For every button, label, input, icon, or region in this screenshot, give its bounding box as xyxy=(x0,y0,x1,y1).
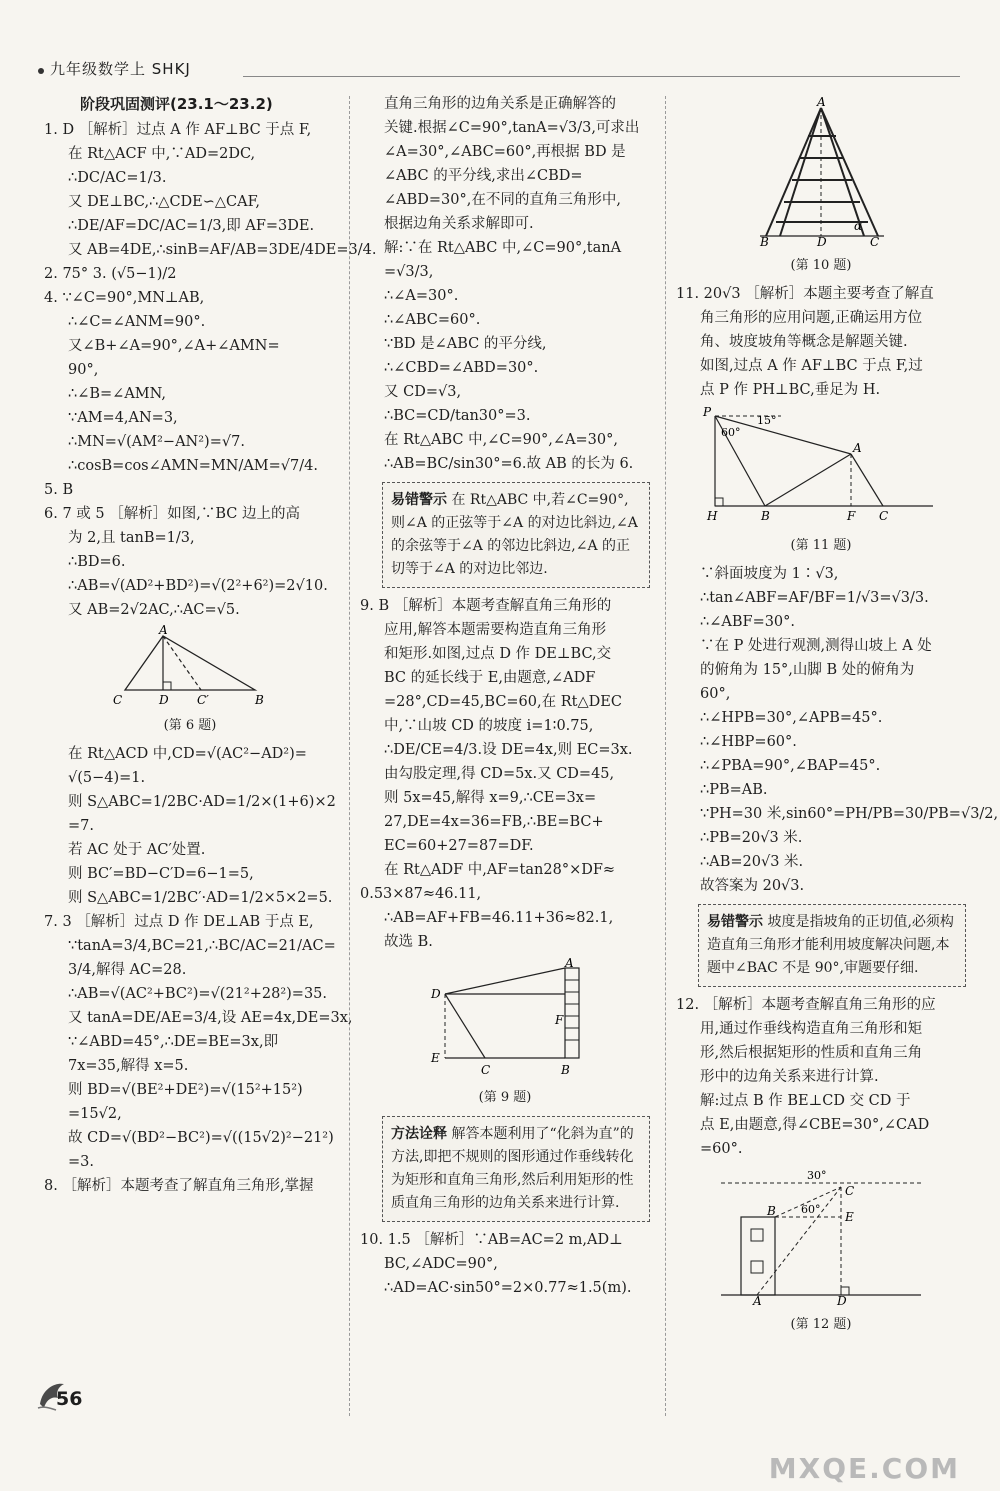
fig11-label: F xyxy=(847,509,856,523)
ladder-figure xyxy=(746,95,896,249)
fig10-label: D xyxy=(817,235,827,249)
text-line: 如图,过点 A 作 AF⊥BC 于点 F,过 xyxy=(700,358,923,374)
text-line: 角三角形的应用问题,正确运用方位 xyxy=(700,310,923,326)
text-line: 点 P 作 PH⊥BC,垂足为 H. xyxy=(700,382,881,398)
figure-caption: (第 12 题) xyxy=(790,1317,852,1332)
fig6-label: D xyxy=(159,693,169,707)
text-line: ∴∠C=∠ANM=90°. xyxy=(68,314,206,330)
fig12-label: D xyxy=(837,1294,847,1308)
text-line: ∴DE/AF=DC/AC=1/3,即 AF=3DE. xyxy=(68,218,315,234)
answer-list xyxy=(676,562,999,898)
fig6-label: B xyxy=(255,693,264,707)
text-line: ∴PB=20√3 米. xyxy=(700,830,803,846)
text-line: ∴BD=6. xyxy=(68,554,126,570)
header-title: 九年级数学上 SHKJ xyxy=(50,60,191,78)
text-line: √(5−4)=1. xyxy=(68,770,146,786)
text-line: 又 AB=4DE,∴sinB=AF/AB=3DE/4DE=3/4. xyxy=(68,242,377,258)
text-line: 应用,解答本题需要构造直角三角形 xyxy=(384,622,607,638)
column-divider xyxy=(349,96,350,1416)
answer-list xyxy=(44,118,377,622)
answer-list xyxy=(676,282,966,402)
text-line: 故选 B. xyxy=(384,934,433,950)
text-line: ∴AB=20√3 米. xyxy=(700,854,804,870)
text-line: 解:∵在 Rt△ABC 中,∠C=90°,tanA xyxy=(384,240,622,256)
tip-text: 坡度是指坡角的正切值,必须构造直角三角形才能利用坡度解决问题,本题中∠BAC 不是 90°,审题要仔细. xyxy=(707,914,954,976)
text-line: 在 Rt△ADF 中,AF=tan28°×DF≈ xyxy=(384,862,616,878)
hill-figure xyxy=(701,406,941,526)
fig10-label: A xyxy=(817,95,826,109)
figure-11 xyxy=(676,406,966,558)
text-line: 又 DE⊥BC,∴△CDE∽△CAF, xyxy=(68,194,261,210)
tip-label: 方法诠释 xyxy=(391,1126,447,1142)
text-line: 4. ∵∠C=90°,MN⊥AB, xyxy=(44,290,205,306)
text-line: ∴AB=AF+FB=46.11+36≈82.1, xyxy=(384,910,614,926)
fig9-label: C xyxy=(481,1063,491,1077)
text-line: ∠ABC 的平分线,求出∠CBD= xyxy=(384,168,583,184)
text-line: ∴∠PBA=90°,∠BAP=45°. xyxy=(700,758,881,774)
text-line: EC=60+27=87=DF. xyxy=(384,838,534,854)
text-line: BC,∠ADC=90°, xyxy=(384,1256,498,1272)
text-line: 根据边角关系求解即可. xyxy=(384,216,534,232)
section-title: 阶段巩固测评(23.1～23.2) xyxy=(80,95,273,113)
text-line: =60°. xyxy=(700,1141,743,1157)
text-line: 的俯角为 15°,山脚 B 处的俯角为 xyxy=(700,662,915,678)
fig9-label: B xyxy=(561,1063,570,1077)
fig12-label: C xyxy=(845,1184,855,1198)
text-line: ∴AB=√(AC²+BC²)=√(21²+28²)=35. xyxy=(68,986,328,1002)
header-rule xyxy=(243,76,960,77)
text-line: ∴BC=CD/tan30°=3. xyxy=(384,408,531,424)
fig10-label: C xyxy=(870,235,880,249)
answer-list xyxy=(360,1228,650,1300)
text-line: 10. 1.5 ［解析］∵AB=AC=2 m,AD⊥ xyxy=(360,1232,623,1248)
figure-6 xyxy=(44,623,336,738)
column-divider xyxy=(665,96,666,1416)
text-line: ∴∠ABF=30°. xyxy=(700,614,796,630)
fig11-label: A xyxy=(853,441,862,455)
fig12-label: B xyxy=(767,1204,776,1218)
fig12-label: E xyxy=(845,1210,854,1224)
fig11-label: B xyxy=(761,509,770,523)
fig10-label: α xyxy=(854,219,863,233)
text-line: 形中的边角关系来进行计算. xyxy=(700,1069,879,1085)
answer-list xyxy=(360,594,650,954)
text-line: 7. 3 ［解析］过点 D 作 DE⊥AB 于点 E, xyxy=(44,914,314,930)
text-line: ∴tan∠ABF=AF/BF=1/√3=√3/3. xyxy=(700,590,929,606)
text-line: ∴∠B=∠AMN, xyxy=(68,386,167,402)
text-line: ∴∠HBP=60°. xyxy=(700,734,797,750)
text-line: ∴∠CBD=∠ABD=30°. xyxy=(384,360,539,376)
text-line: ∴AB=BC/sin30°=6.故 AB 的长为 6. xyxy=(384,456,634,472)
fig11-label: 60° xyxy=(721,426,741,439)
text-line: ∵BD 是∠ABC 的平分线, xyxy=(384,336,547,352)
warning-tip-box xyxy=(382,482,650,588)
text-line: 9. B ［解析］本题考查解直角三角形的 xyxy=(360,598,612,614)
text-line: =7. xyxy=(68,818,94,834)
warning-tip-box xyxy=(698,904,966,987)
fig6-label: C xyxy=(113,693,123,707)
text-line: 12. ［解析］本题考查解直角三角形的应 xyxy=(676,997,936,1013)
figure-caption: (第 11 题) xyxy=(790,538,852,553)
text-line: =3. xyxy=(68,1154,94,1170)
text-line: ∴DC/AC=1/3. xyxy=(68,170,167,186)
figure-caption: (第 10 题) xyxy=(790,258,852,273)
text-line: 5. B xyxy=(44,482,74,498)
text-line: 在 Rt△ABC 中,∠C=90°,∠A=30°, xyxy=(384,432,618,448)
text-line: 则 S△ABC=1/2BC′·AD=1/2×5×2=5. xyxy=(68,890,333,906)
text-line: 则 BC′=BD−C′D=6−1=5, xyxy=(68,866,254,882)
text-line: ∠ABD=30°,在不同的直角三角形中, xyxy=(384,192,621,208)
text-line: ∴DE/CE=4/3.设 DE=4x,则 EC=3x. xyxy=(384,742,633,758)
text-line: ∠A=30°,∠ABC=60°,再根据 BD 是 xyxy=(384,144,626,160)
building-figure xyxy=(711,1165,931,1308)
text-line: 则 S△ABC=1/2BC·AD=1/2×(1+6)×2 xyxy=(68,794,336,810)
text-line: 角、坡度坡角等概念是解题关键. xyxy=(700,334,908,350)
column-3 xyxy=(676,92,999,1341)
text-line: 和矩形.如图,过点 D 作 DE⊥BC,交 xyxy=(384,646,612,662)
text-line: 又 tanA=DE/AE=3/4,设 AE=4x,DE=3x, xyxy=(68,1010,353,1026)
text-line: ∴PB=AB. xyxy=(700,782,768,798)
slope-figure xyxy=(415,958,595,1078)
text-line: 1. D ［解析］过点 A 作 AF⊥BC 于点 F, xyxy=(44,122,312,138)
text-line: 6. 7 或 5 ［解析］如图,∵BC 边上的高 xyxy=(44,506,300,522)
text-line: 90°, xyxy=(68,362,99,378)
text-line: BC 的延长线于 E,由题意,∠ADF xyxy=(384,670,596,686)
fig11-label: P xyxy=(703,405,712,419)
text-line: 又 AB=2√2AC,∴AC=√5. xyxy=(68,602,240,618)
fig10-label: B xyxy=(760,235,769,249)
text-line: 则 BD=√(BE²+DE²)=√(15²+15²) xyxy=(68,1082,303,1098)
text-line: ∴∠ABC=60°. xyxy=(384,312,481,328)
text-line: 11. 20√3 ［解析］本题主要考查了解直 xyxy=(676,286,934,302)
text-line: ∵在 P 处进行观测,测得山坡上 A 处 xyxy=(700,638,932,654)
text-line: ∴MN=√(AM²−AN²)=√7. xyxy=(68,434,245,450)
text-line: 解:过点 B 作 BE⊥CD 交 CD 于 xyxy=(700,1093,911,1109)
fig12-label: 30° xyxy=(807,1169,827,1182)
fig6-label: C′ xyxy=(197,693,209,707)
text-line: 为 2,且 tanB=1/3, xyxy=(68,530,195,546)
text-line: 又 CD=√3, xyxy=(384,384,462,400)
text-line: 点 E,由题意,得∠CBE=30°,∠CAD xyxy=(700,1117,930,1133)
text-line: ∵∠ABD=45°,∴DE=BE=3x,即 xyxy=(68,1034,279,1050)
figure-caption: (第 9 题) xyxy=(478,1090,532,1105)
page-header xyxy=(38,58,960,86)
watermark: MXQE.COM xyxy=(768,1452,960,1485)
text-line: 用,通过作垂线构造直角三角形和矩 xyxy=(700,1021,923,1037)
figure-caption: (第 6 题) xyxy=(163,718,217,733)
text-line: 若 AC 处于 AC′处置. xyxy=(68,842,206,858)
text-line: 又∠B+∠A=90°,∠A+∠AMN= xyxy=(68,338,280,354)
text-line: ∴∠HPB=30°,∠APB=45°. xyxy=(700,710,883,726)
tip-label: 易错警示 xyxy=(391,492,447,508)
fig12-label: A xyxy=(753,1294,762,1308)
text-line: 60°, xyxy=(700,686,731,702)
text-line: 故 CD=√(BD²−BC²)=√((15√2)²−21²) xyxy=(68,1130,334,1146)
fig12-label: 60° xyxy=(801,1203,821,1216)
text-line: ∵AM=4,AN=3, xyxy=(68,410,178,426)
tip-label: 易错警示 xyxy=(707,914,763,930)
text-line: 则 5x=45,解得 x=9,∴CE=3x= xyxy=(384,790,597,806)
text-line: 由勾股定理,得 CD=5x.又 CD=45, xyxy=(384,766,615,782)
fig6-label: A xyxy=(159,623,168,637)
text-line: ∴∠A=30°. xyxy=(384,288,459,304)
fig11-label: 15° xyxy=(757,414,777,427)
fig11-label: C xyxy=(879,509,889,523)
column-2 xyxy=(360,92,650,1300)
text-line: ∵tanA=3/4,BC=21,∴BC/AC=21/AC= xyxy=(68,938,336,954)
tip-text: 在 Rt△ABC 中,若∠C=90°,则∠A 的正弦等于∠A 的对边比斜边,∠A 的余弦等于∠A 的邻边比斜边,∠A 的正切等于∠A 的对边比邻边. xyxy=(391,492,638,577)
triangle-figure xyxy=(105,623,275,707)
text-line: ∵PH=30 米,sin60°=PH/PB=30/PB=√3/2, xyxy=(700,806,999,822)
answer-list xyxy=(44,742,353,1198)
answer-list xyxy=(360,92,650,476)
text-line: 在 Rt△ACF 中,∵AD=2DC, xyxy=(68,146,256,162)
fig9-label: A xyxy=(565,956,574,970)
fig9-label: E xyxy=(431,1051,440,1065)
text-line: 27,DE=4x=36=FB,∴BE=BC+ xyxy=(384,814,604,830)
text-line: 0.53×87≈46.11, xyxy=(360,886,482,902)
text-line: 3/4,解得 AC=28. xyxy=(68,962,187,978)
fig9-label: D xyxy=(431,987,441,1001)
answer-list xyxy=(676,993,966,1161)
tip-text: 解答本题利用了“化斜为直”的方法,即把不规则的图形通过作垂线转化为矩形和直角三角形,然后利用矩形的性质直角三角形的边角关系来进行计算. xyxy=(391,1126,634,1211)
figure-12 xyxy=(676,1165,966,1337)
text-line: ∴AD=AC·sin50°=2×0.77≈1.5(m). xyxy=(384,1280,632,1296)
text-line: =28°,CD=45,BC=60,在 Rt△DEC xyxy=(384,694,622,710)
page-number: 56 xyxy=(56,1388,83,1410)
text-line: 关键.根据∠C=90°,tanA=√3/3,可求出 xyxy=(384,120,640,136)
figure-9 xyxy=(360,958,650,1110)
fig11-label: H xyxy=(707,509,718,523)
text-line: 在 Rt△ACD 中,CD=√(AC²−AD²)= xyxy=(68,746,307,762)
method-tip-box xyxy=(382,1116,650,1222)
figure-10 xyxy=(676,96,966,278)
text-line: =15√2, xyxy=(68,1106,122,1122)
text-line: 中,∵山坡 CD 的坡度 i=1∶0.75, xyxy=(384,718,594,734)
text-line: 故答案为 20√3. xyxy=(700,878,805,894)
column-1 xyxy=(44,92,377,1198)
text-line: ∴AB=√(AD²+BD²)=√(2²+6²)=2√10. xyxy=(68,578,328,594)
text-line: ∵斜面坡度为 1∶√3, xyxy=(700,566,839,582)
text-line: 直角三角形的边角关系是正确解答的 xyxy=(384,96,616,112)
text-line: 2. 75° 3. (√5−1)/2 xyxy=(44,266,177,282)
text-line: 7x=35,解得 x=5. xyxy=(68,1058,189,1074)
text-line: 8. ［解析］本题考查了解直角三角形,掌握 xyxy=(44,1178,314,1194)
fig9-label: F xyxy=(555,1013,564,1027)
text-line: =√3/3, xyxy=(384,264,434,280)
text-line: 形,然后根据矩形的性质和直角三角 xyxy=(700,1045,923,1061)
text-line: ∴cosB=cos∠AMN=MN/AM=√7/4. xyxy=(68,458,318,474)
bullet-icon xyxy=(38,68,44,74)
